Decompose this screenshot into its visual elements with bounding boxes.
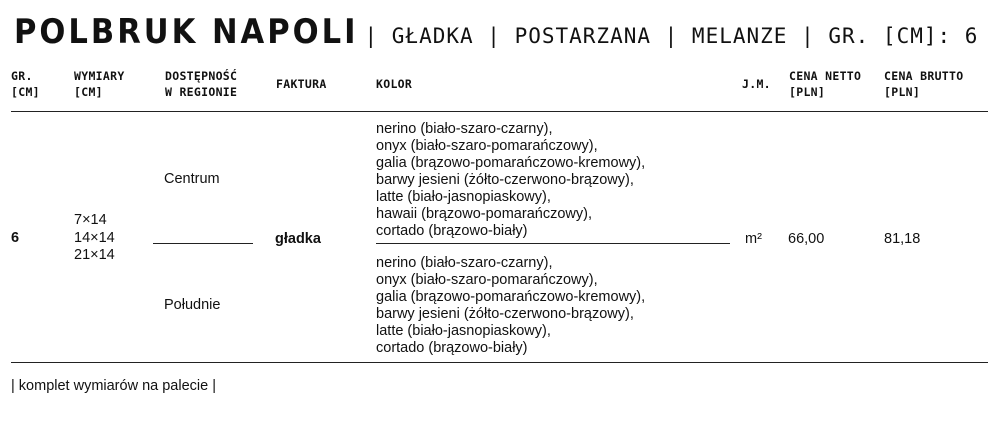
list-item: galia (brązowo-pomarańczowo-kremowy), — [376, 289, 646, 305]
list-item: nerino (biało-szaro-czarny), — [376, 255, 553, 271]
product-name: POLBRUK NAPOLI — [14, 12, 359, 52]
table-bottom-rule — [11, 362, 988, 363]
region-divider — [153, 243, 253, 244]
colors-list-centrum — [376, 121, 645, 240]
header-dostepnosc: DOSTĘPNOŚĆ W REGIONIE — [165, 69, 238, 99]
header-cena-netto: CENA NETTO [PLN] — [789, 69, 862, 99]
header-kolor: KOLOR — [376, 77, 413, 91]
header-faktura: FAKTURA — [276, 77, 327, 91]
list-item: onyx (biało-szaro-pomarańczowy), — [376, 138, 598, 154]
header-divider — [11, 111, 988, 112]
cell-region-poludnie: Południe — [164, 297, 221, 313]
header-cena-brutto: CENA BRUTTO [PLN] — [884, 69, 964, 99]
header-wymiary: WYMIARY [CM] — [74, 69, 125, 99]
list-item: barwy jesieni (żółto-czerwono-brązowy), — [376, 172, 634, 188]
list-item: nerino (biało-szaro-czarny), — [376, 121, 553, 137]
list-item: hawaii (brązowo-pomarańczowy), — [376, 206, 592, 222]
cell-region-centrum: Centrum — [164, 171, 220, 187]
list-item: barwy jesieni (żółto-czerwono-brązowy), — [376, 306, 634, 322]
colors-list-poludnie — [376, 255, 645, 357]
list-item: latte (biało-jasnopiaskowy), — [376, 189, 551, 205]
header-jm: J.M. — [742, 77, 771, 91]
page-title — [14, 12, 978, 52]
list-item: cortado (brązowo-biały) — [376, 223, 528, 239]
product-variants: | GŁADKA | POSTARZANA | MELANZE | GR. [CM]: 6 — [364, 24, 979, 48]
cell-wymiary: 7×14 14×14 21×14 — [74, 212, 115, 263]
header-gr: GR. [CM] — [11, 69, 40, 99]
cell-cena-brutto: 81,18 — [884, 231, 921, 247]
colors-divider — [376, 243, 730, 244]
footnote: | komplet wymiarów na palecie | — [11, 378, 216, 394]
list-item: cortado (brązowo-biały) — [376, 340, 528, 356]
cell-jm: m² — [745, 231, 762, 247]
cell-cena-netto: 66,00 — [788, 231, 825, 247]
list-item: latte (biało-jasnopiaskowy), — [376, 323, 551, 339]
list-item: galia (brązowo-pomarańczowo-kremowy), — [376, 155, 646, 171]
cell-gr: 6 — [11, 230, 20, 246]
cell-faktura: gładka — [275, 231, 321, 247]
list-item: onyx (biało-szaro-pomarańczowy), — [376, 272, 598, 288]
